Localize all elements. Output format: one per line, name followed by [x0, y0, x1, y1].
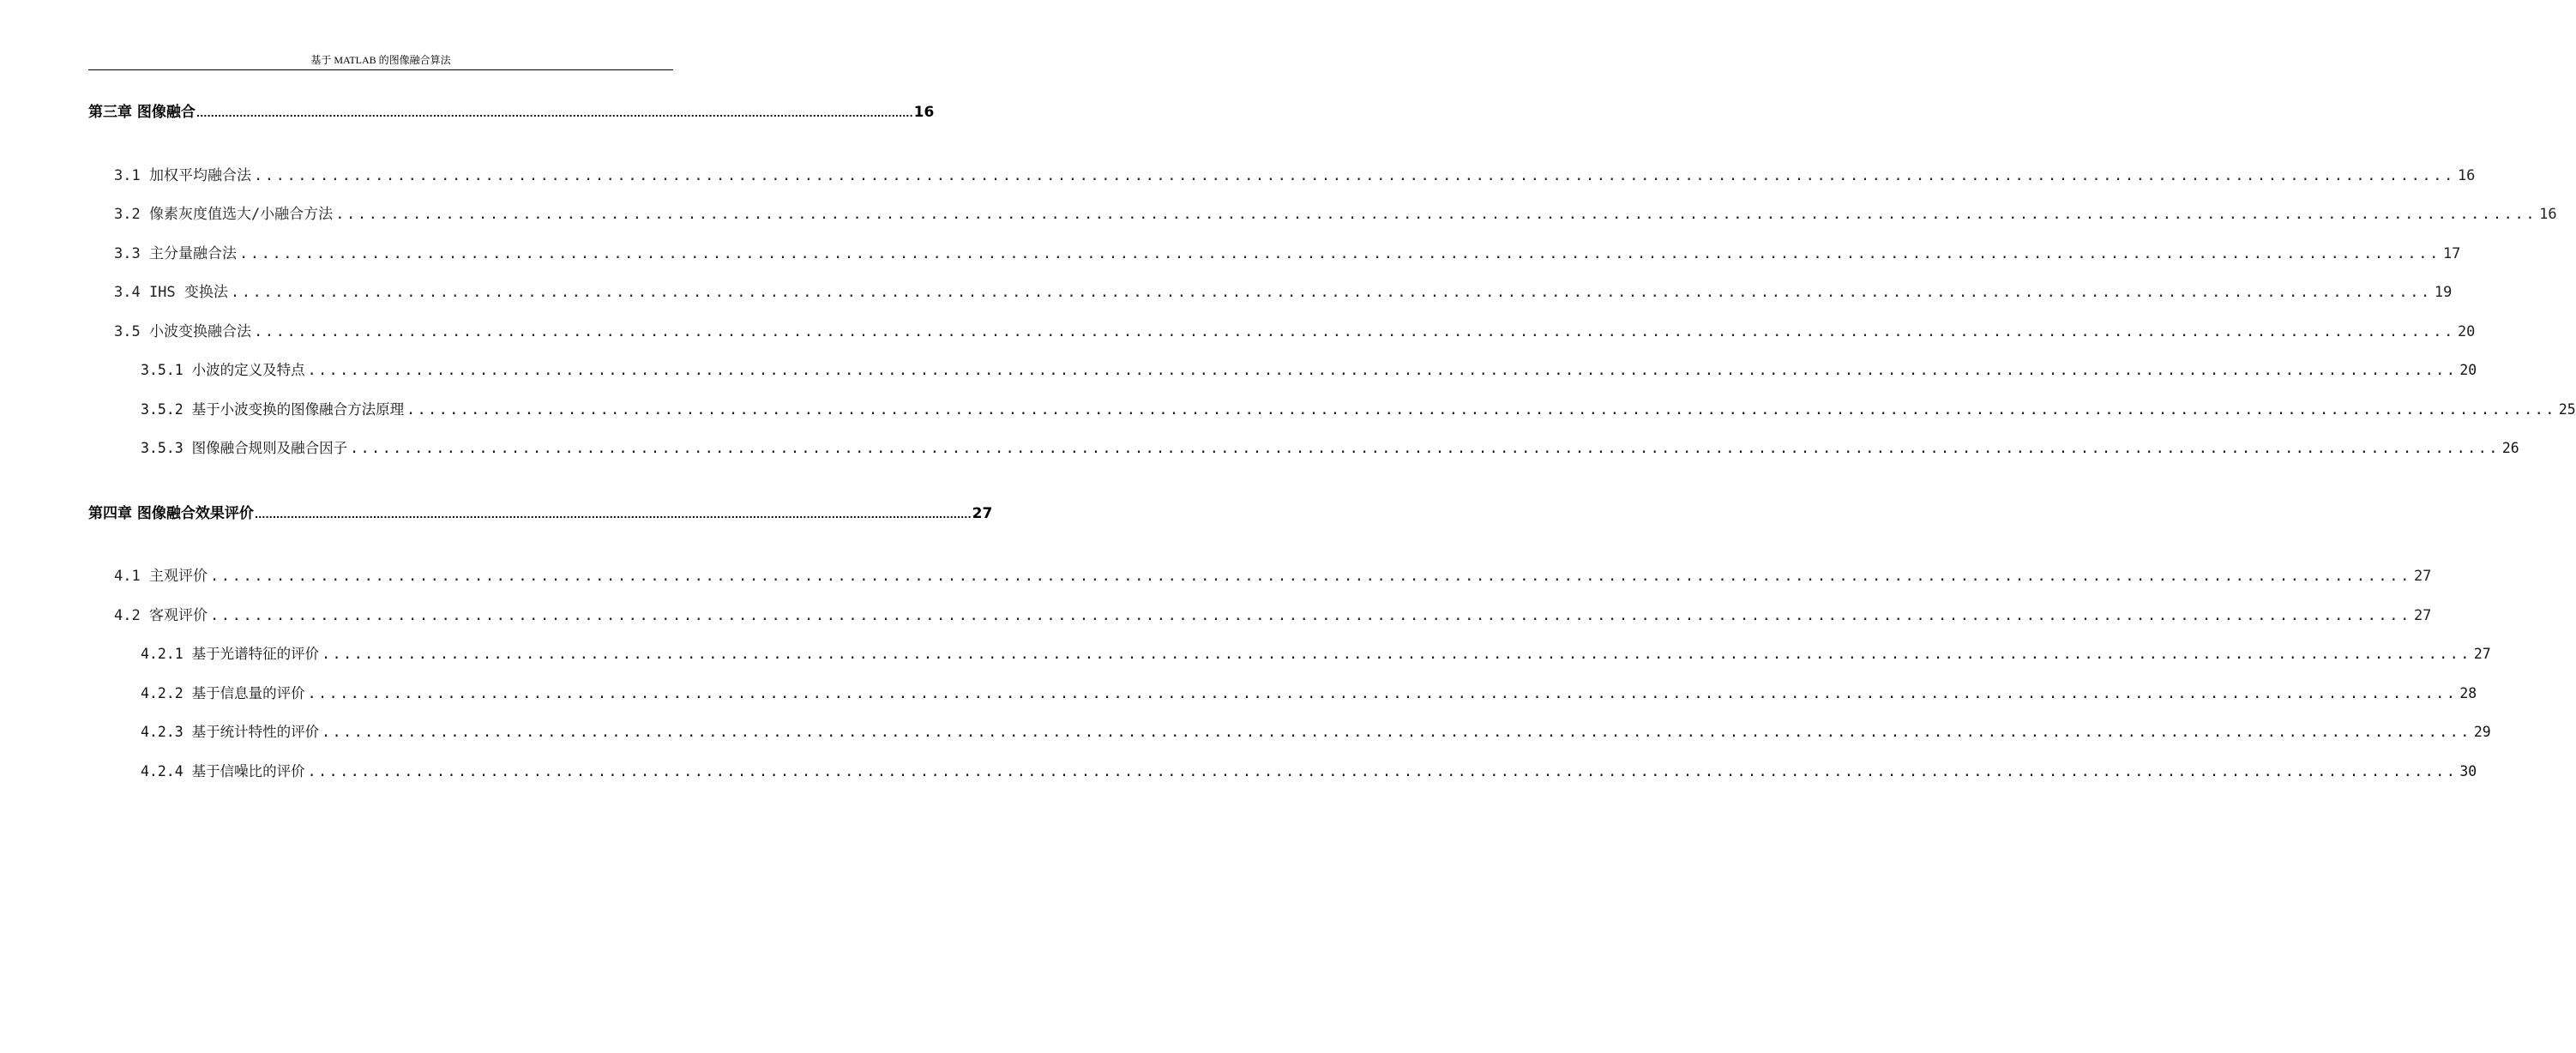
dot-leader: ........................................................................................................................................................................................................ [335, 206, 2537, 223]
toc-entry-subsection-4-2-4[interactable] [141, 762, 2477, 781]
toc-entry-label: 4.1 主观评价 [114, 568, 208, 585]
toc-entry-label: 3.2 像素灰度值选大/小融合方法 [114, 206, 334, 223]
dot-leader: ........................................................................................................................................................................................................ [196, 108, 913, 119]
dot-leader: ........................................................................................................................................................................................................ [253, 167, 2455, 184]
toc-entry-page-number: 28 [2459, 685, 2477, 701]
toc-entry-subsection-3-5-3[interactable] [141, 439, 2519, 458]
toc-entry-page-number: 20 [2457, 323, 2476, 340]
toc-entry-page-number: 16 [2457, 167, 2476, 184]
toc-entry-section-3-2[interactable] [114, 205, 2557, 224]
toc-entry-page-number: 17 [2442, 245, 2461, 262]
dot-leader: ........................................................................................................................................................................................................ [350, 440, 2500, 456]
dot-leader: ........................................................................................................................................................................................................ [209, 607, 2411, 624]
toc-entry-subsection-4-2-3[interactable] [141, 723, 2491, 742]
toc-entry-label: 4.2 客观评价 [114, 607, 208, 624]
toc-entry-page-number: 27 [2413, 568, 2432, 585]
toc-entry-page-number: 26 [2501, 440, 2519, 456]
toc-entry-label: 3.5 小波变换融合法 [114, 323, 251, 340]
toc-entry-page-number: 30 [2459, 763, 2477, 779]
toc-entry-label: 3.3 主分量融合法 [114, 245, 237, 262]
toc-entry-page-number: 16 [2539, 206, 2557, 223]
toc-entry-label: 3.5.1 小波的定义及特点 [141, 362, 305, 378]
dot-leader: ........................................................................................................................................................................................................ [254, 509, 972, 520]
toc-entry-page-number: 19 [2434, 284, 2453, 301]
dot-leader: ........................................................................................................................................................................................................ [230, 284, 2432, 301]
page-header-title: 基于 MATLAB 的图像融合算法 [310, 54, 451, 66]
dot-leader: ........................................................................................................................................................................................................ [322, 724, 2471, 740]
toc-entry-subsection-4-2-1[interactable] [141, 645, 2491, 664]
toc-entry-chapter-4[interactable] [88, 504, 993, 525]
toc-entry-section-3-5[interactable] [114, 322, 2476, 341]
toc-entry-section-4-2[interactable] [114, 606, 2432, 625]
toc-entry-section-3-1[interactable] [114, 166, 2476, 185]
dot-leader: ........................................................................................................................................................................................................ [238, 245, 2441, 262]
toc-entry-subsection-4-2-2[interactable] [141, 684, 2477, 703]
dot-leader: ........................................................................................................................................................................................................ [307, 685, 2458, 701]
toc-entry-label: 3.1 加权平均融合法 [114, 167, 251, 184]
toc-entry-section-3-3[interactable] [114, 244, 2461, 263]
header-divider [88, 69, 673, 70]
dot-leader: ........................................................................................................................................................................................................ [253, 323, 2455, 340]
toc-entry-label: 4.2.3 基于统计特性的评价 [141, 724, 320, 740]
dot-leader: ........................................................................................................................................................................................................ [307, 763, 2458, 779]
toc-entry-page-number: 29 [2473, 724, 2491, 740]
toc-entry-page-number: 16 [913, 104, 935, 121]
toc-entry-page-number: 27 [2473, 646, 2491, 662]
dot-leader: ........................................................................................................................................................................................................ [322, 646, 2471, 662]
toc-entry-label: 第三章 图像融合 [88, 104, 196, 121]
toc-entry-subsection-3-5-1[interactable] [141, 361, 2477, 380]
toc-entry-section-4-1[interactable] [114, 567, 2432, 586]
toc-entry-chapter-3[interactable] [88, 103, 935, 123]
toc-entry-label: 3.4 IHS 变换法 [114, 284, 228, 301]
toc-entry-label: 3.5.2 基于小波变换的图像融合方法原理 [141, 401, 405, 418]
toc-entry-label: 3.5.3 图像融合规则及融合因子 [141, 440, 348, 456]
toc-entry-label: 第四章 图像融合效果评价 [88, 505, 254, 522]
dot-leader: ........................................................................................................................................................................................................ [209, 568, 2411, 585]
toc-entry-label: 4.2.4 基于信噪比的评价 [141, 763, 305, 779]
toc-entry-page-number: 27 [972, 505, 993, 522]
toc-entry-section-3-4[interactable] [114, 283, 2453, 302]
toc-entry-page-number: 25 [2558, 401, 2576, 418]
dot-leader: ........................................................................................................................................................................................................ [406, 401, 2556, 418]
toc-entry-subsection-3-5-2[interactable] [141, 400, 2576, 419]
toc-entry-page-number: 27 [2413, 607, 2432, 624]
toc-entry-page-number: 20 [2459, 362, 2477, 378]
toc-entry-label: 4.2.2 基于信息量的评价 [141, 685, 305, 701]
toc-entry-label: 4.2.1 基于光谱特征的评价 [141, 646, 320, 662]
dot-leader: ........................................................................................................................................................................................................ [307, 362, 2458, 378]
